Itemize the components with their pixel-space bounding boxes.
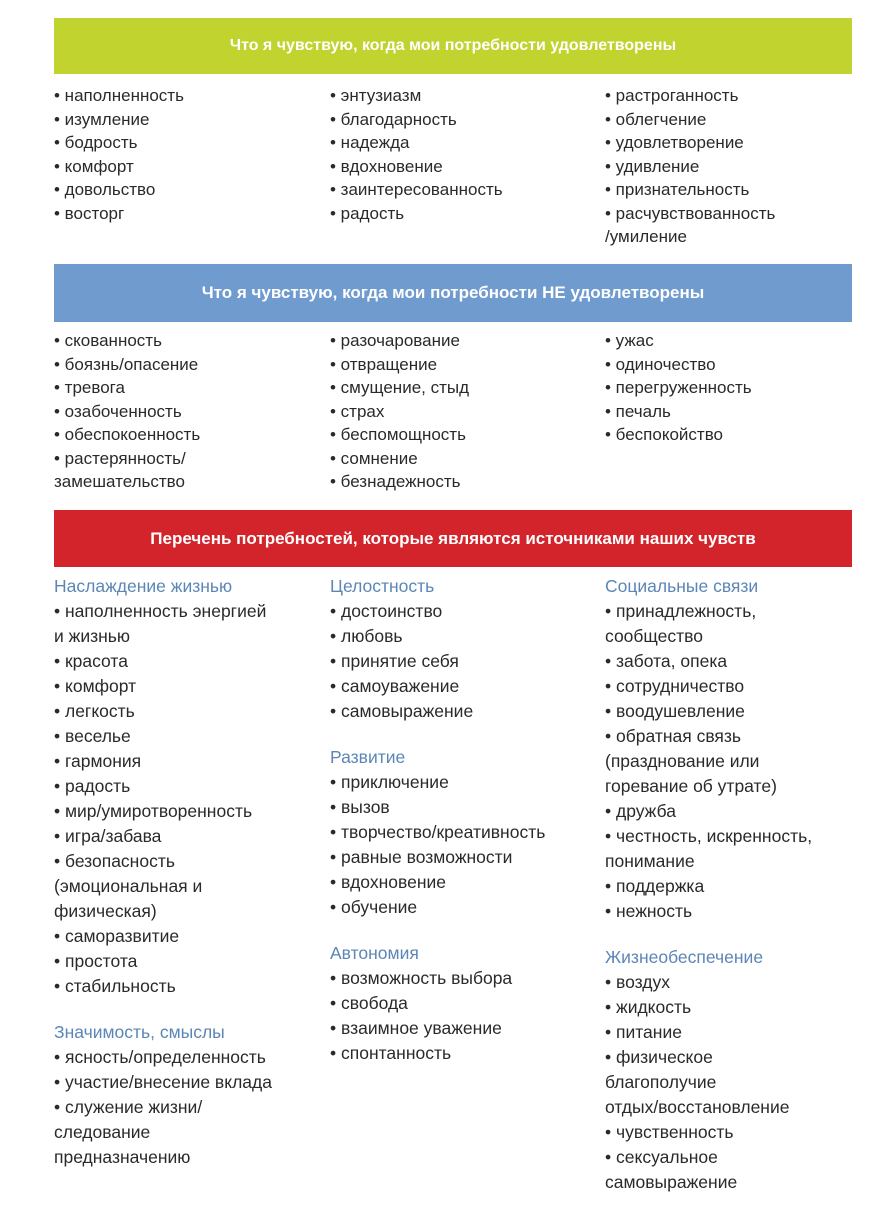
list-item: • принятие себя: [330, 651, 459, 671]
list-item: • восторг: [54, 203, 125, 223]
list-item: • расчувствованность: [605, 203, 776, 223]
list-item: (празднование или: [605, 751, 760, 771]
list-item: • равные возможности: [330, 847, 513, 867]
list-item: • вызов: [330, 797, 390, 817]
needs-group: [330, 574, 545, 724]
list-item: • достоинство: [330, 601, 443, 621]
group-heading: Значимость, смыслы: [54, 1022, 225, 1042]
list-item: горевание об утрате): [605, 776, 777, 796]
list-item: • чувственность: [605, 1122, 734, 1142]
list-item: • беспомощность: [330, 425, 466, 444]
unsatisfied-column-1: [54, 329, 200, 494]
list-item: • поддержка: [605, 876, 705, 896]
list-item: • служение жизни/: [54, 1097, 203, 1117]
list-item: • растерянность/: [54, 448, 186, 468]
needs-list: [330, 966, 545, 1066]
list-item: и жизнью: [54, 626, 131, 646]
needs-list: [605, 599, 812, 924]
needs-column-3: [605, 574, 812, 1216]
group-heading: Социальные связи: [605, 576, 759, 596]
list-item: (эмоциональная и: [54, 876, 203, 896]
list-item: • боязнь/опасение: [54, 354, 199, 374]
list-item: • безопасность: [54, 851, 175, 871]
list-item: • сомнение: [330, 448, 418, 468]
list-item: • признательность: [605, 180, 750, 199]
list-item: • надежда: [330, 133, 410, 152]
list-item: • творчество/креативность: [330, 822, 546, 842]
needs-group: [330, 745, 545, 920]
needs-banner: Перечень потребностей, которые являются источниками наших чувств: [54, 510, 852, 567]
satisfied-column-3: [605, 84, 775, 249]
feelings-list: [54, 329, 200, 494]
group-heading: Развитие: [330, 747, 406, 767]
list-item: • самовыражение: [330, 701, 474, 721]
list-item: • удивление: [605, 156, 700, 176]
list-item: • энтузиазм: [330, 86, 422, 105]
feelings-list: [605, 84, 775, 249]
group-heading: Целостность: [330, 576, 435, 596]
list-item: • ясность/определенность: [54, 1047, 266, 1067]
needs-group: [54, 574, 272, 999]
list-item: • смущение, стыд: [330, 378, 470, 397]
feelings-list: [330, 329, 469, 494]
list-item: • беспокойство: [605, 425, 723, 444]
list-item: • жидкость: [605, 997, 692, 1017]
group-heading: Автономия: [330, 943, 419, 963]
needs-column-1: [54, 574, 272, 1191]
list-item: • радость: [54, 776, 131, 796]
list-item: • красота: [54, 651, 128, 671]
list-item: • отвращение: [330, 354, 438, 374]
feelings-list: [330, 84, 503, 225]
list-item: • обучение: [330, 897, 418, 917]
list-item: замешательство: [54, 472, 185, 491]
list-item: • обратная связь: [605, 726, 742, 746]
list-item: • обеспокоенность: [54, 425, 201, 444]
list-item: • воздух: [605, 972, 670, 992]
list-item: • забота, опека: [605, 651, 728, 671]
list-item: • саморазвитие: [54, 926, 180, 946]
needs-group: [330, 941, 545, 1066]
feelings-list: [54, 84, 184, 225]
list-item: • физическое: [605, 1047, 713, 1067]
list-item: • самоуважение: [330, 676, 460, 696]
list-item: • свобода: [330, 993, 408, 1013]
list-item: понимание: [605, 851, 695, 871]
list-item: • растроганность: [605, 86, 739, 105]
needs-list: [330, 770, 545, 920]
needs-list: [330, 599, 545, 724]
list-item: • благодарность: [330, 109, 457, 129]
list-item: • принадлежность,: [605, 601, 757, 621]
list-item: сообщество: [605, 626, 703, 646]
list-item: • воодушевление: [605, 701, 745, 721]
list-item: предназначению: [54, 1147, 191, 1167]
list-item: • взаимное уважение: [330, 1018, 502, 1038]
group-heading: Наслаждение жизнью: [54, 576, 233, 596]
list-item: • изумление: [54, 109, 150, 129]
list-item: отдых/восстановление: [605, 1097, 790, 1117]
list-item: • одиночество: [605, 354, 716, 374]
list-item: • печаль: [605, 401, 671, 421]
needs-list: [605, 970, 812, 1195]
list-item: • участие/внесение вклада: [54, 1072, 272, 1092]
list-item: • тревога: [54, 378, 125, 397]
list-item: • радость: [330, 203, 405, 223]
list-item: • довольство: [54, 180, 156, 199]
list-item: • ужас: [605, 331, 654, 350]
list-item: • гармония: [54, 751, 142, 771]
list-item: • мир/умиротворенность: [54, 801, 253, 821]
list-item: • комфорт: [54, 156, 134, 176]
list-item: • безнадежность: [330, 472, 461, 491]
group-heading: Жизнеобеспечение: [605, 947, 764, 967]
list-item: • приключение: [330, 772, 449, 792]
list-item: • вдохновение: [330, 156, 443, 176]
list-item: благополучие: [605, 1072, 717, 1092]
satisfied-column-1: [54, 84, 184, 225]
list-item: • заинтересованность: [330, 180, 503, 199]
unsatisfied-column-2: [330, 329, 469, 494]
list-item: • облегчение: [605, 109, 707, 129]
list-item: • страх: [330, 401, 385, 421]
list-item: • дружба: [605, 801, 676, 821]
needs-group: [54, 1020, 272, 1170]
list-item: • перегруженность: [605, 378, 752, 397]
list-item: • сотрудничество: [605, 676, 745, 696]
satisfied-column-2: [330, 84, 503, 225]
list-item: • простота: [54, 951, 138, 971]
list-item: • удовлетворение: [605, 133, 744, 152]
list-item: • наполненность энергией: [54, 601, 267, 621]
list-item: • честность, искренность,: [605, 826, 813, 846]
list-item: • легкость: [54, 701, 135, 721]
list-item: • разочарование: [330, 331, 460, 350]
list-item: • наполненность: [54, 86, 184, 105]
feelings-list: [605, 329, 752, 447]
list-item: • питание: [605, 1022, 682, 1042]
list-item: самовыражение: [605, 1172, 738, 1192]
list-item: • сексуальное: [605, 1147, 718, 1167]
list-item: • скованность: [54, 331, 162, 350]
list-item: • комфорт: [54, 676, 137, 696]
list-item: • любовь: [330, 626, 403, 646]
list-item: • вдохновение: [330, 872, 446, 892]
needs-column-2: [330, 574, 545, 1087]
list-item: • веселье: [54, 726, 131, 746]
list-item: • игра/забава: [54, 826, 162, 846]
needs-list: [54, 1045, 272, 1170]
needs-group: [605, 945, 812, 1195]
list-item: • озабоченность: [54, 401, 182, 421]
list-item: • бодрость: [54, 133, 138, 152]
list-item: следование: [54, 1122, 151, 1142]
satisfied-banner: Что я чувствую, когда мои потребности удовлетворены: [54, 18, 852, 74]
needs-group: [605, 574, 812, 924]
list-item: • нежность: [605, 901, 693, 921]
unsatisfied-banner: Что я чувствую, когда мои потребности НЕ удовлетворены: [54, 264, 852, 322]
needs-list: [54, 599, 272, 999]
list-item: /умиление: [605, 227, 687, 246]
list-item: • возможность выбора: [330, 968, 513, 988]
list-item: • спонтанность: [330, 1043, 452, 1063]
unsatisfied-column-3: [605, 329, 752, 447]
list-item: физическая): [54, 901, 157, 921]
list-item: • стабильность: [54, 976, 176, 996]
